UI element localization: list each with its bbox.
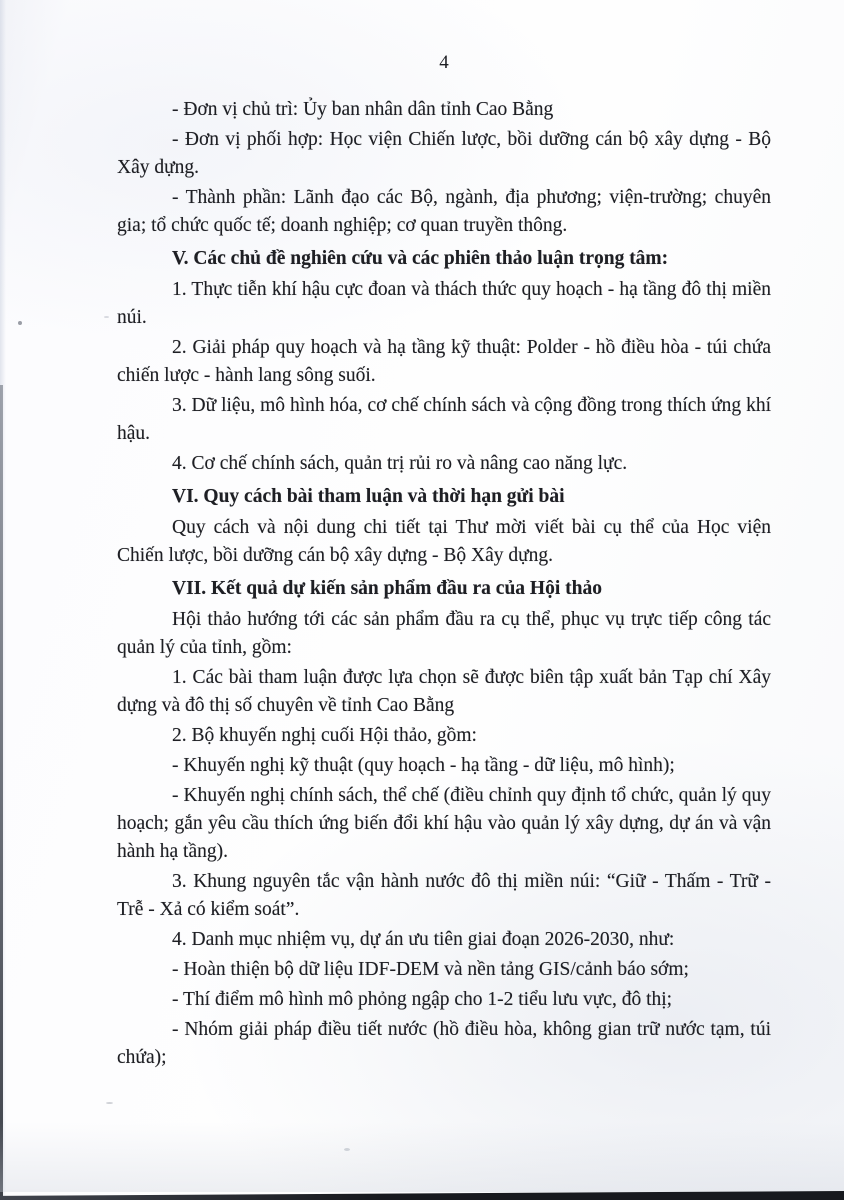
paragraph: Quy cách và nội dung chi tiết tại Thư mời viết bài cụ thể của Học viện Chiến lược, bồi dưỡng cán bộ xây dựng - Bộ Xây dựng.	[117, 517, 771, 566]
paragraph: 2. Giải pháp quy hoạch và hạ tầng kỹ thuật: Polder - hồ điều hòa - túi chứa chiến lược - hành lang sông suối.	[117, 337, 771, 386]
scan-edge-left-line	[0, 385, 3, 1200]
paragraph: - Đơn vị chủ trì: Ủy ban nhân dân tỉnh Cao Bằng	[172, 99, 554, 120]
paragraph: 1. Các bài tham luận được lựa chọn sẽ được biên tập xuất bản Tạp chí Xây dựng và đô thị số chuyên về tỉnh Cao Bằng	[117, 667, 771, 716]
paragraph: - Khuyến nghị chính sách, thể chế (điều chỉnh quy định tổ chức, quản lý quy hoạch; gắn yêu cầu thích ứng biến đổi khí hậu vào quản lý xây dựng, dự án và vận hành hạ tầng).	[117, 785, 771, 862]
scan-speck	[104, 316, 109, 318]
paragraph: - Thí điểm mô hình mô phỏng ngập cho 1-2 tiểu lưu vực, đô thị;	[172, 989, 673, 1010]
scan-bottom-shading	[0, 1122, 844, 1192]
section-heading: VII. Kết quả dự kiến sản phẩm đầu ra của Hội thảo	[172, 578, 602, 599]
paragraph: 2. Bộ khuyến nghị cuối Hội thảo, gồm:	[172, 725, 477, 746]
paragraph: - Đơn vị phối hợp: Học viện Chiến lược, bồi dưỡng cán bộ xây dựng - Bộ Xây dựng.	[117, 129, 771, 178]
document-body	[117, 94, 771, 1074]
scan-speck	[106, 1102, 113, 1104]
paragraph: - Khuyến nghị kỹ thuật (quy hoạch - hạ tầng - dữ liệu, mô hình);	[172, 755, 675, 776]
scan-speck	[344, 1148, 350, 1151]
section-heading: V. Các chủ đề nghiên cứu và các phiên thảo luận trọng tâm:	[172, 248, 669, 269]
paragraph: 3. Dữ liệu, mô hình hóa, cơ chế chính sách và cộng đồng trong thích ứng khí hậu.	[117, 395, 771, 444]
paragraph: - Nhóm giải pháp điều tiết nước (hồ điều hòa, không gian trữ nước tạm, túi chứa);	[117, 1019, 771, 1068]
paragraph: - Hoàn thiện bộ dữ liệu IDF-DEM và nền tảng GIS/cảnh báo sớm;	[172, 959, 689, 980]
paragraph: - Thành phần: Lãnh đạo các Bộ, ngành, địa phương; viện-trường; chuyên gia; tổ chức quốc tế; doanh nghiệp; cơ quan truyền thông.	[117, 187, 771, 236]
section-heading: VI. Quy cách bài tham luận và thời hạn gửi bài	[172, 486, 565, 507]
page-number: 4	[439, 52, 449, 73]
paragraph: 3. Khung nguyên tắc vận hành nước đô thị miền núi: “Giữ - Thấm - Trữ - Trễ - Xả có kiểm soát”.	[117, 871, 771, 920]
paragraph: 1. Thực tiễn khí hậu cực đoan và thách thức quy hoạch - hạ tầng đô thị miền núi.	[117, 279, 771, 328]
paragraph: Hội thảo hướng tới các sản phẩm đầu ra cụ thể, phục vụ trực tiếp công tác quản lý của tỉnh, gồm:	[117, 609, 771, 658]
paragraph: 4. Danh mục nhiệm vụ, dự án ưu tiên giai đoạn 2026-2030, như:	[172, 929, 675, 950]
scan-speck	[18, 321, 22, 325]
paragraph: 4. Cơ chế chính sách, quản trị rủi ro và nâng cao năng lực.	[172, 453, 628, 474]
